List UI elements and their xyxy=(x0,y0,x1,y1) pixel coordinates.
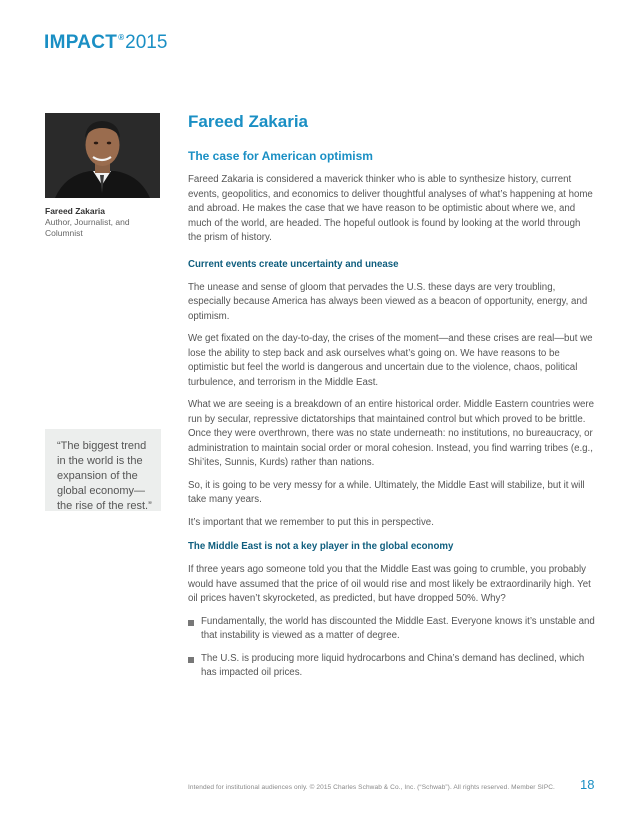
speaker-photo xyxy=(45,113,160,198)
section-heading-current-events: Current events create uncertainty and unease xyxy=(188,258,399,270)
footer-disclaimer: Intended for institutional audiences only. © 2015 Charles Schwab & Co., Inc. (“Schwab”). All rights reserved. Member SIPC. xyxy=(188,784,555,791)
speaker-title-caption: Author, Journalist, and Columnist xyxy=(45,217,130,238)
page-number: 18 xyxy=(580,777,595,792)
paragraph: So, it is going to be very messy for a while. Ultimately, the Middle East will stabilize, but it will take many years. xyxy=(188,479,585,505)
bullet-square-icon xyxy=(188,620,194,626)
bullet-square-icon xyxy=(188,657,194,663)
speaker-portrait-illustration xyxy=(45,113,160,198)
logo-year: 2015 xyxy=(125,32,168,53)
article-subtitle: The case for American optimism xyxy=(188,149,373,163)
logo-word: IMPACT xyxy=(44,32,118,53)
article-body xyxy=(188,112,596,689)
article-title: Fareed Zakaria xyxy=(188,112,309,131)
list-item xyxy=(188,652,596,681)
bullet-list xyxy=(188,615,596,681)
speaker-name-caption: Fareed Zakaria xyxy=(45,206,106,216)
pull-quote-box xyxy=(45,429,161,511)
paragraph: It’s important that we remember to put this in perspective. xyxy=(188,516,434,528)
intro-paragraph: Fareed Zakaria is considered a maverick thinker who is able to synthesize history, current events, geopolitics, and economics to deliver thoughtful analyses of what’s happening at home and abroad. He makes the case that we have reason to be optimistic about where we, and much of the world, are headed. The hopeful outlook is found by looking at the world through the prism of history. xyxy=(188,174,593,243)
paragraph: If three years ago someone told you that the Middle East was going to crumble, you probably would have assumed that the price of oil would rise and most likely be extraordinarily high. Yet oil prices haven’t skyrocketed, as predicted, but have dropped 50%. Why? xyxy=(188,564,591,604)
pull-quote-text: “The biggest trend in the world is the expansion of the global economy—the rise of the rest.” xyxy=(57,440,152,512)
impact-2015-logo xyxy=(44,33,167,53)
paragraph: We get fixated on the day-to-day, the crises of the moment—and these crises are real—but we lose the ability to step back and ask ourselves what’s going on. We have reasons to be optimistic but feel the world is dangerous and uncertain due to the violence, chaos, political turbulence, and terrorism in the Middle East. xyxy=(188,333,593,388)
list-item-text: The U.S. is producing more liquid hydrocarbons and China’s demand has declined, which has impacted oil prices. xyxy=(201,652,585,678)
logo-registered-mark: ® xyxy=(118,33,125,42)
list-item-text: Fundamentally, the world has discounted the Middle East. Everyone knows it’s unstable and that instability is viewed as a matter of degree. xyxy=(201,615,595,641)
section-heading-middle-east: The Middle East is not a key player in the global economy xyxy=(188,541,454,552)
paragraph: What we are seeing is a breakdown of an entire historical order. Middle Eastern countries were run by secular, repressive dictatorships that maintained control but which proved to be brittle. Once they were overthrown, there was no state underneath: no institutions, no bureaucracy, or administration to maintain social order or moral cohesion. Instead, you find warring tribes (e.g., Shi’ites, Sunnis, Kurds) rather than nations. xyxy=(188,399,595,468)
paragraph: The unease and sense of gloom that pervades the U.S. these days are very troubling, especially because America has always been viewed as a beacon of opportunity, energy, and optimism. xyxy=(188,281,588,322)
list-item xyxy=(188,615,596,644)
